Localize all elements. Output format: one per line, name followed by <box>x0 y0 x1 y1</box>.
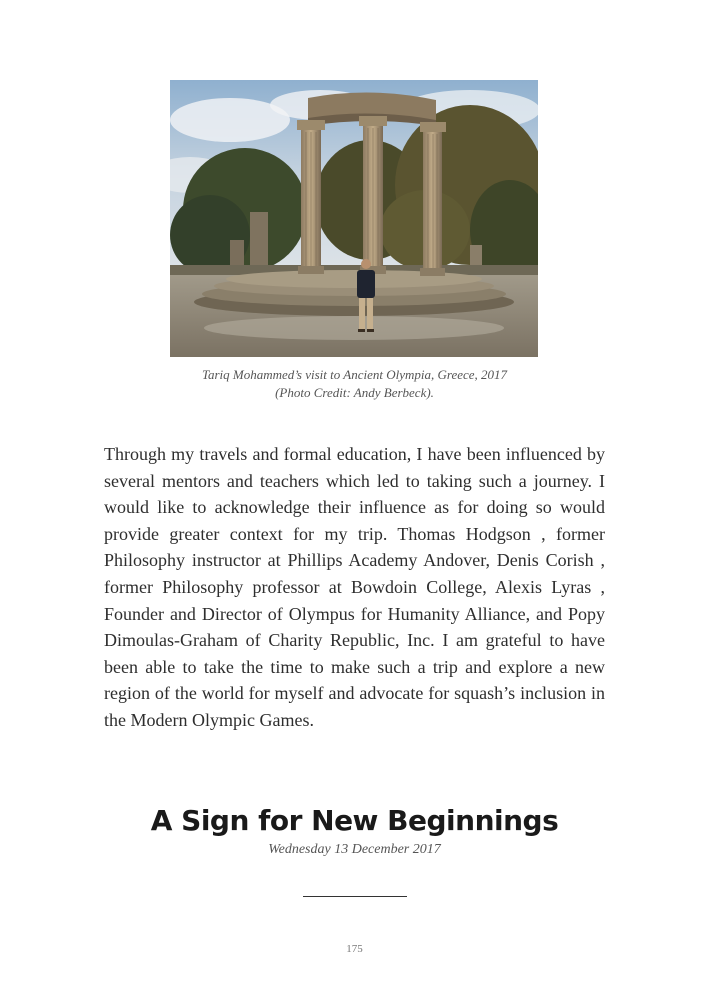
caption-line-2: (Photo Credit: Andy Berbeck). <box>275 385 434 400</box>
body-paragraph: Through my travels and formal education, I have been influenced by several mentors and teachers which led to taking such a journey. I would like to acknowledge their influence as for doing so would provide greater context for my trip. Thomas Hodgson , former Philosophy instructor at Phillips Academy Andover, Denis Corish , former Philosophy professor at Bowdoin College, Alexis Lyras , Founder and Director of Olympus for Humanity Alliance, and Popy Dimoulas-Graham of Charity Republic, Inc. I am grateful to have been able to take the time to make such a trip and explore a new region of the world for myself and advocate for squash’s inclusion in the Modern Olympic Games. <box>104 444 605 730</box>
figure-caption <box>104 366 605 402</box>
section-heading: A Sign for New Beginnings <box>150 804 559 837</box>
page-number: 175 <box>346 943 363 955</box>
caption-line-1: Tariq Mohammed’s visit to Ancient Olympia, Greece, 2017 <box>201 367 508 382</box>
divider-rule <box>303 896 407 897</box>
section-date: Wednesday 13 December 2017 <box>268 842 441 857</box>
photo-ancient-olympia <box>170 80 538 357</box>
